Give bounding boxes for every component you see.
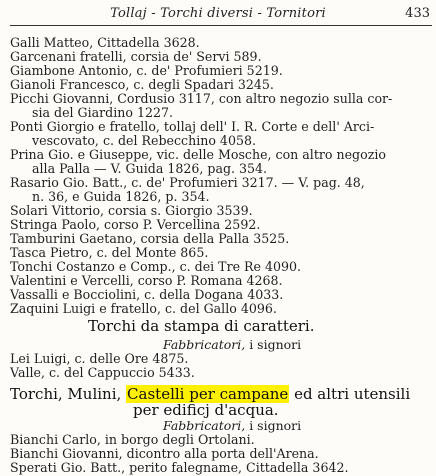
list-item: Bianchi Giovanni, dicontro alla porta dell'Arena. <box>10 446 319 461</box>
page-number: 433 <box>405 6 430 21</box>
list-item: Galli Matteo, Cittadella 3628. <box>10 35 200 50</box>
subhead-rest: i signori <box>249 418 302 433</box>
list-item: Ponti Giorgio e fratello, tollaj dell' I. R. Corte e dell' Arci- <box>10 119 375 134</box>
subhead-rest: i signori <box>249 337 302 352</box>
list-item-continuation: vescovato, c. del Rebecchino 4058. <box>32 133 256 148</box>
list-item: Vassalli e Bocciolini, c. della Dogana 4033. <box>10 287 284 302</box>
highlighted-phrase: Castelli per campane <box>127 385 289 403</box>
list-item-continuation: n. 36, e Guida 1826, p. 354. <box>32 189 210 204</box>
list-item: Tasca Pietro, c. del Monte 865. <box>10 245 209 260</box>
list-item: Valentini e Vercelli, corso P. Romana 4268. <box>10 273 283 288</box>
list-item: Picchi Giovanni, Cordusio 3117, con altro negozio sulla cor- <box>10 91 393 106</box>
list-item: Rasario Gio. Batt., c. de' Profumieri 3217. — V. pag. 48, <box>10 175 365 190</box>
list-item: Valle, c. del Cappuccio 5433. <box>10 365 195 380</box>
list-item: Giambone Antonio, c. de' Profumieri 5219. <box>10 63 283 78</box>
heading-post: ed altri utensili <box>289 385 411 403</box>
list-item-continuation: sia del Giardino 1227. <box>32 105 174 120</box>
list-item: Sperati Gio. Batt., perito falegname, Cittadella 3642. <box>10 460 349 475</box>
list-item: Tonchi Costanzo e Comp., c. dei Tre Re 4090. <box>10 259 302 274</box>
subhead-italic: Fabbricatori, <box>163 337 246 352</box>
list-item: Zaquini Luigi e fratello, c. del Gallo 4096. <box>10 301 277 316</box>
running-title: Tollaj - Torchi diversi - Tornitori <box>110 6 326 21</box>
list-item: Gianoli Francesco, c. degli Spadari 3245. <box>10 77 274 92</box>
list-item: Lei Luigi, c. delle Ore 4875. <box>10 351 189 366</box>
list-item: Prina Gio. e Giuseppe, vic. delle Mosche, con altro negozio <box>10 147 386 162</box>
list-item: Bianchi Carlo, in borgo degli Ortolani. <box>10 432 255 447</box>
section-heading-line: per edificj d'acqua. <box>133 401 279 419</box>
list-item: Stringa Paolo, corso P. Vercellina 2592. <box>10 217 261 232</box>
subhead-italic: Fabbricatori, <box>163 418 246 433</box>
list-item: Tamburini Gaetano, corsia della Palla 3525. <box>10 231 290 246</box>
section-subhead <box>163 338 301 352</box>
list-item: Solari Vittorio, corsia s. Giorgio 3539. <box>10 203 253 218</box>
header-rule <box>10 25 432 26</box>
page-header <box>0 6 436 26</box>
section-title: Torchi da stampa di caratteri. <box>88 317 315 335</box>
list-item-continuation: alla Palla — V. Guida 1826, pag. 354. <box>32 161 268 176</box>
section-subhead <box>163 419 301 433</box>
heading-pre: Torchi, Mulini, <box>10 385 127 403</box>
list-item: Garcenani fratelli, corsia de' Servi 589. <box>10 49 262 64</box>
